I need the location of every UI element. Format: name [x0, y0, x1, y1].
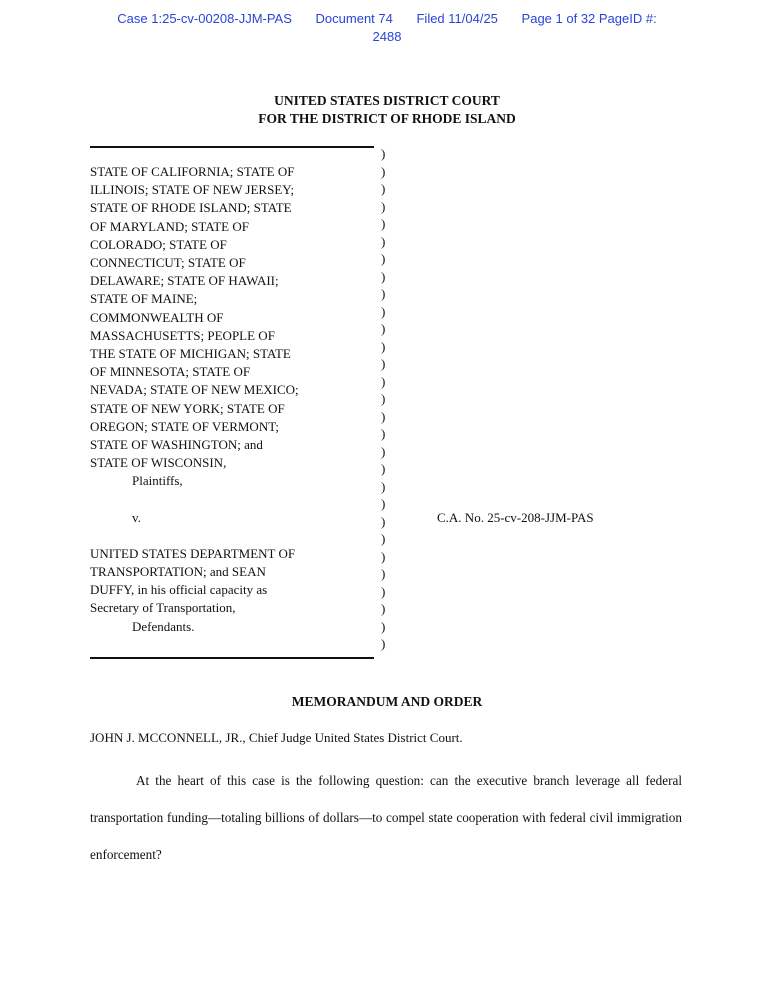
opening-paragraph: At the heart of this case is the following question: can the executive branch leverage all federal transportation funding—totaling billions of dollars—to compel state cooperation with federal civil immigration enforcement?	[90, 773, 682, 862]
plaintiff-line: ILLINOIS; STATE OF NEW JERSEY;	[90, 182, 295, 198]
caption-paren: )	[381, 233, 386, 249]
caption-paren: )	[381, 426, 386, 441]
header-filed-date: Filed 11/04/25	[416, 11, 498, 26]
caption-paren-column	[381, 145, 391, 653]
defendant-line: Secretary of Transportation,	[90, 600, 236, 616]
caption-paren: )	[381, 391, 386, 406]
plaintiff-line: THE STATE OF MICHIGAN; STATE	[90, 346, 291, 362]
caption-paren: )	[381, 408, 386, 424]
plaintiff-line: OF MINNESOTA; STATE OF	[90, 364, 251, 380]
plaintiff-line: COLORADO; STATE OF	[90, 236, 227, 252]
caption-paren: )	[381, 251, 386, 266]
versus-label: v.	[132, 509, 141, 525]
caption-paren: )	[381, 146, 386, 161]
defendants-label: Defendants.	[132, 618, 195, 634]
defendant-line: UNITED STATES DEPARTMENT OF	[90, 545, 296, 561]
caption-paren: )	[381, 268, 386, 284]
caption-bottom-rule	[90, 657, 374, 659]
plaintiff-line: OF MARYLAND; STATE OF	[90, 218, 249, 234]
court-title-line2: FOR THE DISTRICT OF RHODE ISLAND	[258, 111, 516, 126]
header-page: Page 1 of 32 PageID #:	[521, 11, 657, 26]
memorandum-title: MEMORANDUM AND ORDER	[291, 694, 483, 709]
plaintiffs-label: Plaintiffs,	[132, 473, 183, 489]
judge-line: JOHN J. MCCONNELL, JR., Chief Judge United States District Court.	[90, 730, 463, 745]
plaintiff-line: NEVADA; STATE OF NEW MEXICO;	[90, 382, 299, 398]
opinion-body	[90, 762, 682, 873]
plaintiff-line: DELAWARE; STATE OF HAWAII;	[90, 273, 279, 289]
defendant-block	[90, 545, 370, 636]
caption-paren: )	[381, 461, 386, 476]
ecf-header	[0, 10, 774, 46]
header-pageid: 2488	[372, 29, 402, 44]
caption-paren: )	[381, 636, 386, 651]
plaintiff-block	[90, 163, 370, 491]
plaintiff-line: OREGON; STATE OF VERMONT;	[90, 418, 280, 434]
plaintiff-line: COMMONWEALTH OF	[90, 309, 224, 325]
caption-top-rule	[90, 146, 374, 148]
defendant-line: TRANSPORTATION; and SEAN	[90, 564, 266, 580]
caption-paren: )	[381, 303, 386, 319]
caption-paren: )	[381, 321, 386, 336]
plaintiff-line: STATE OF NEW YORK; STATE OF	[90, 400, 285, 416]
case-caption	[90, 163, 370, 636]
header-document: Document 74	[315, 11, 393, 26]
plaintiff-line: MASSACHUSETTS; PEOPLE OF	[90, 327, 275, 343]
caption-paren: )	[381, 531, 386, 546]
plaintiff-line: STATE OF MAINE;	[90, 291, 198, 307]
caption-paren: )	[381, 601, 386, 616]
caption-paren: )	[381, 163, 386, 179]
caption-paren: )	[381, 513, 386, 529]
plaintiff-line: STATE OF RHODE ISLAND; STATE	[90, 200, 292, 216]
caption-paren: )	[381, 286, 386, 301]
caption-paren: )	[381, 548, 386, 564]
plaintiff-line: STATE OF WASHINGTON; and	[90, 437, 263, 453]
caption-paren: )	[381, 618, 386, 634]
caption-paren: )	[381, 198, 386, 214]
caption-paren: )	[381, 583, 386, 599]
caption-paren: )	[381, 478, 386, 494]
civil-action-number: C.A. No. 25-cv-208-JJM-PAS	[437, 510, 594, 525]
caption-paren: )	[381, 338, 386, 354]
header-case-number: Case 1:25-cv-00208-JJM-PAS	[117, 11, 292, 26]
caption-paren: )	[381, 181, 386, 196]
court-title	[0, 92, 774, 128]
caption-paren: )	[381, 216, 386, 231]
court-title-line1: UNITED STATES DISTRICT COURT	[274, 93, 500, 108]
caption-paren: )	[381, 356, 386, 371]
caption-paren: )	[381, 373, 386, 389]
plaintiff-line: STATE OF CALIFORNIA; STATE OF	[90, 164, 295, 179]
caption-paren: )	[381, 566, 386, 581]
caption-paren: )	[381, 496, 386, 511]
plaintiff-line: CONNECTICUT; STATE OF	[90, 255, 246, 271]
defendant-line: DUFFY, in his official capacity as	[90, 582, 268, 598]
plaintiff-line: STATE OF WISCONSIN,	[90, 455, 227, 471]
caption-paren: )	[381, 443, 386, 459]
